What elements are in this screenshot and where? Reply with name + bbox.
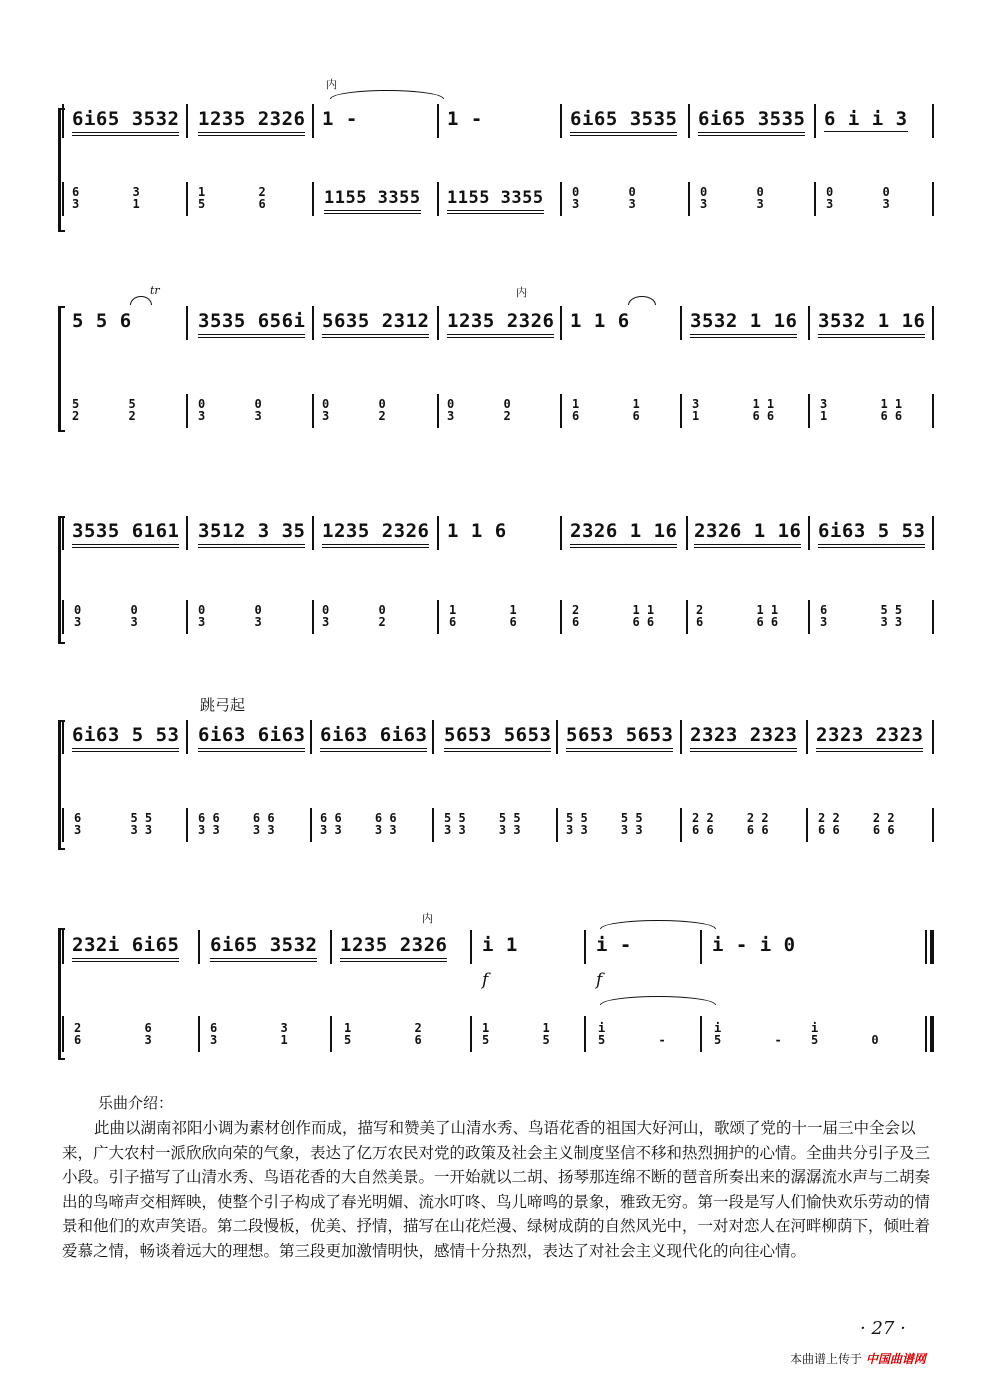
barline [312,306,314,340]
barline [932,182,934,216]
barline [62,600,64,634]
barline [560,600,562,634]
barline [186,306,188,340]
measure: 1 5 1 5 [482,1021,550,1047]
measure: 2 6 1 1 6 6 [572,603,655,629]
barline [470,930,472,964]
barline [437,600,439,634]
barline [808,306,810,340]
accompaniment-staff [0,182,992,222]
barline [312,516,314,550]
barline [814,104,816,138]
slur [628,296,656,305]
slur [600,920,716,929]
measure: 1 6 1 6 [449,603,517,629]
barline [62,516,64,550]
barline [686,516,688,550]
barline [584,930,586,964]
melody-staff [0,306,992,346]
barline [560,394,562,428]
slur [600,996,716,1005]
measure: 1155 3355 [447,188,544,208]
measure: 2 6 6 3 [74,1021,152,1047]
barline [330,930,332,964]
measure: 5 2 5 2 [72,397,136,423]
measure: 2323 2323 [816,724,923,746]
slur [330,90,444,99]
measure: 6i65 3535 [698,108,805,130]
measure: 5 5 3 3 5 5 3 3 [444,811,521,837]
measure: i - i 0 [712,934,796,956]
measure: 6i63 5 53 [818,520,925,542]
accompaniment-staff [0,1016,992,1056]
technique-mark: tr [150,284,160,297]
accompaniment-staff [0,394,992,434]
measure: 2326 1 16 [570,520,677,542]
measure: 6 3 5 5 3 3 [820,603,903,629]
barline [470,1016,472,1052]
accompaniment-staff [0,808,992,848]
barline [62,182,64,216]
barline [932,516,934,550]
barline [932,808,934,842]
measure: 1235 2326 [447,310,554,332]
measure: 6 6 3 3 6 6 3 3 [198,811,275,837]
barline [62,104,64,138]
measure: 5635 2312 [322,310,429,332]
barline [680,394,682,428]
barline [186,516,188,550]
measure: 3 1 1 1 6 6 [820,397,903,423]
technique-mark: 内 [326,78,337,91]
melody-staff [0,720,992,760]
measure: 6i63 6i63 [198,724,305,746]
barline [932,306,934,340]
barline [688,104,690,138]
barline [186,394,188,428]
measure: 3535 6161 [72,520,179,542]
barline [62,720,64,754]
barline [688,182,690,216]
final-barline [930,1016,934,1052]
barline [310,808,312,842]
barline [437,104,439,138]
measure: 1235 2326 [340,934,447,956]
barline [556,720,558,754]
barline [198,1016,200,1052]
barline [437,182,439,216]
barline [198,930,200,964]
upload-footer [790,1350,926,1367]
barline [330,1016,332,1052]
measure: 0 3 0 3 [198,397,262,423]
measure: i 5 - [598,1021,666,1047]
barline [312,394,314,428]
barline [584,1016,586,1052]
barline [560,104,562,138]
barline [932,104,934,138]
melody-staff [0,516,992,556]
barline [680,720,682,754]
melody-staff [0,930,992,970]
barline [186,600,188,634]
measure: 6i63 6i63 [320,724,427,746]
barline [808,600,810,634]
barline [186,104,188,138]
barline [932,720,934,754]
measure: 2323 2323 [690,724,797,746]
barline [62,930,64,964]
measure: 1235 2326 [198,108,305,130]
measure: 3532 1 16 [818,310,925,332]
measure: 3512 3 35 [198,520,305,542]
page-number: · 27 · [860,1318,906,1339]
measure: 0 3 0 3 [198,603,262,629]
barline [312,600,314,634]
measure: 1 1 6 [447,520,507,542]
barline [932,394,934,428]
barline [437,394,439,428]
barline [560,516,562,550]
measure: i 5 - i 5 0 [714,1021,879,1047]
dynamic-mark: f [482,970,489,990]
measure: 0 3 0 2 [322,603,386,629]
measure: 5 5 6 [72,310,132,332]
measure: 2 2 6 6 2 2 6 6 [692,811,769,837]
measure: i 1 [482,934,518,956]
measure: 1 5 2 6 [198,185,266,211]
barline [925,930,927,964]
measure: 1235 2326 [322,520,429,542]
measure: 232i 6i65 [72,934,179,956]
measure: 6i65 3535 [570,108,677,130]
barline [560,306,562,340]
measure: 6i63 5 53 [72,724,179,746]
measure: 1 6 1 6 [572,397,640,423]
site-logo[interactable]: 中国曲谱网 [865,1352,926,1366]
measure: 1155 3355 [324,188,421,208]
barline [686,600,688,634]
measure: 0 3 0 3 [572,185,636,211]
measure: 2 2 6 6 2 2 6 6 [818,811,895,837]
barline [437,306,439,340]
technique-mark: 内 [422,912,433,925]
measure: 0 3 0 2 [322,397,386,423]
measure: 1 5 2 6 [344,1021,422,1047]
barline [808,516,810,550]
measure: 6 6 3 3 6 6 3 3 [320,811,397,837]
barline [808,394,810,428]
accompaniment-staff [0,600,992,640]
measure: 0 3 0 2 [447,397,511,423]
measure: 3532 1 16 [690,310,797,332]
measure: 6 3 5 5 3 3 [74,811,153,837]
barline [437,516,439,550]
barline [62,808,64,842]
barline [62,1016,64,1052]
barline [186,720,188,754]
measure: 5653 5653 [566,724,673,746]
measure: i - [596,934,632,956]
measure: 6i65 3532 [210,934,317,956]
bowing-annotation: 跳弓起 [200,696,246,714]
barline [932,600,934,634]
measure: 6 3 3 1 [72,185,140,211]
barline [312,182,314,216]
barline [432,720,434,754]
barline [806,720,808,754]
measure: 1 1 6 [570,310,630,332]
barline [312,104,314,138]
measure: 5 5 3 3 5 5 3 3 [566,811,643,837]
measure: 5653 5653 [444,724,551,746]
technique-mark: 内 [516,286,527,299]
measure: 6 i i 3 [824,108,908,130]
barline [806,808,808,842]
barline [560,182,562,216]
barline [432,808,434,842]
measure: 6i65 3532 [72,108,179,130]
measure: 2326 1 16 [694,520,801,542]
measure: 1 - [322,108,358,130]
measure: 0 3 0 3 [826,185,890,211]
barline [186,182,188,216]
barline [700,1016,702,1052]
barline [556,808,558,842]
slur [130,296,152,305]
notes-heading: 乐曲介绍： [98,1094,174,1112]
dynamic-mark: f [596,970,603,990]
footer-text: 本曲谱上传于 [790,1352,863,1366]
barline [814,182,816,216]
barline [186,808,188,842]
barline [680,808,682,842]
barline [700,930,702,964]
measure: 3535 656i [198,310,305,332]
barline [925,1016,927,1052]
measure: 0 3 0 3 [700,185,764,211]
barline [680,306,682,340]
measure: 0 3 0 3 [74,603,138,629]
measure: 1 - [447,108,483,130]
melody-staff [0,104,992,144]
barline [310,720,312,754]
measure: 3 1 1 1 6 6 [692,397,775,423]
measure: 6 3 3 1 [210,1021,288,1047]
measure: 2 6 1 1 6 6 [696,603,779,629]
notes-paragraph: 此曲以湖南祁阳小调为素材创作而成，描写和赞美了山清水秀、鸟语花香的祖国大好河山，歌颂了党的十一届三中全会以来，广大农村一派欣欣向荣的气象，表达了亿万农民对党的政策及社会主义制度坚信不移和热烈拥护的心情。全曲共分引子及三小段。引子描写了山清水秀、鸟语花香的大自然美景。一开始就以二胡、扬琴那连绵不断的琶音所奏出来的潺潺流水声与二胡奏出的鸟啼声交相辉映，使整个引子构成了春光明媚、流水叮咚、鸟儿啼鸣的景象，雅致无穷。第一段是写人们愉快欢乐劳动的情景和他们的欢声笑语。第二段慢板，优美、抒情，描写在山花烂漫、绿树成荫的自然风光中，一对对恋人在河畔柳荫下，倾吐着爱慕之情，畅谈着远大的理想。第三段更加激情明快，感情十分热烈，表达了对社会主义现代化的向往心情。 [62,1119,931,1260]
final-barline [930,930,934,964]
